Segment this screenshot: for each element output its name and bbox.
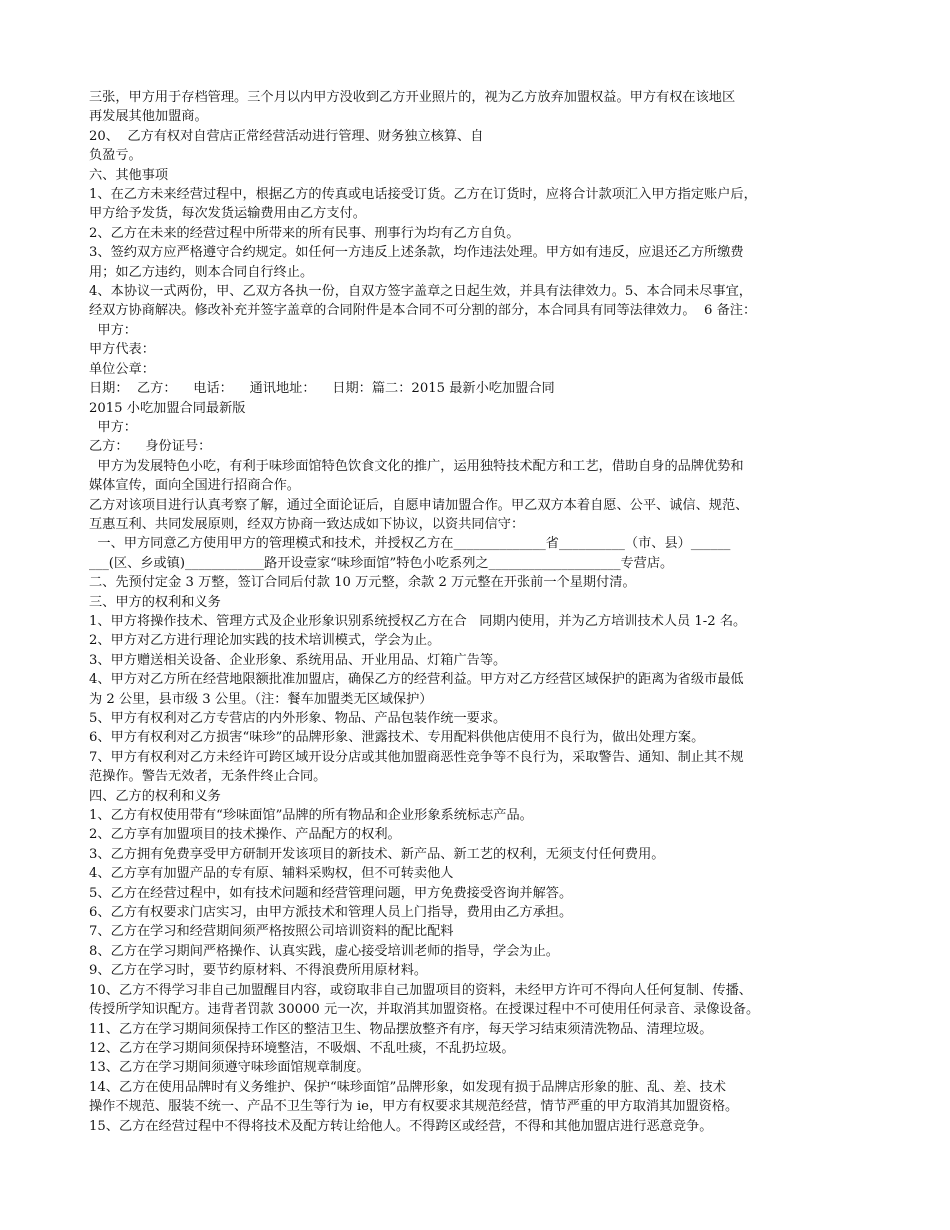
text-line: 10、乙方不得学习非自己加盟醒目内容，或窃取非自己加盟项目的资料，未经甲方许可不得向人任何复制、传播、 — [89, 982, 752, 998]
text-line: 9、乙方在学习时，要节约原材料、不得浪费所用原材料。 — [89, 963, 428, 979]
text-line: 六、其他事项 — [89, 167, 169, 183]
text-line: 一、甲方同意乙方使用甲方的管理模式和技术，并授权乙方在______________省__________（市、县）______ — [89, 536, 731, 552]
text-line: 14、乙方在使用品牌时有义务维护、保护“味珍面馆”品牌形象，如发现有损于品牌店形象的脏、乱、差、技术 — [89, 1079, 726, 1095]
text-line: 15、乙方在经营过程中不得将技术及配方转让给他人。不得跨区或经营，不得和其他加盟店进行恶意竞争。 — [89, 1118, 713, 1134]
text-line: 三、甲方的权利和义务 — [89, 594, 221, 610]
text-line: 1、在乙方未来经营过程中，根据乙方的传真或电话接受订货。乙方在订货时，应将合计款项汇入甲方指定账户后， — [89, 187, 757, 203]
text-line: 2015 小吃加盟合同最新版 — [89, 400, 246, 416]
text-line: 传授所学知识配方。违背者罚款 30000 元一次，并取消其加盟资格。在授课过程中不可使用任何录音、录像设备。 — [89, 1002, 760, 1018]
text-line: 再发展其他加盟商。 — [89, 109, 208, 125]
text-line: 二、先预付定金 3 万整，签订合同后付款 10 万元整，余款 2 万元整在开张前一个星期付清。 — [89, 575, 636, 591]
text-line: 乙方对该项目进行认真考察了解，通过全面论证后，自愿申请加盟合作。甲乙双方本着自愿、公平、诚信、规范、 — [89, 497, 749, 513]
text-line: 甲方： — [89, 419, 137, 435]
text-line: 4、甲方对乙方所在经营地限额批准加盟店，确保乙方的经营利益。甲方对乙方经营区域保护的距离为省级市最低 — [89, 672, 744, 688]
text-line: 2、乙方享有加盟项目的技术操作、产品配方的权利。 — [89, 827, 401, 843]
text-line: 3、乙方拥有免费享受甲方研制开发该项目的新技术、新产品、新工艺的权利，无须支付任何费用。 — [89, 846, 665, 862]
text-line: 5、乙方在经营过程中，如有技术问题和经营管理问题，甲方免费接受咨询并解答。 — [89, 885, 573, 901]
text-line: 甲方代表： — [89, 342, 155, 358]
text-line: 操作不规范、服装不统一、产品不卫生等行为 ie，甲方有权要求其规范经营，情节严重的甲方取消其加盟资格。 — [89, 1099, 739, 1115]
text-line: 4、本协议一式两份，甲、乙双方各执一份，自双方签字盖章之日起生效，并具有法律效力。5、本合同未尽事宜， — [89, 284, 752, 300]
text-line: 1、乙方有权使用带有“珍味面馆”品牌的所有物品和企业形象系统标志产品。 — [89, 808, 533, 824]
text-line: 日期： 乙方： 电话： 通讯地址： 日期：篇二：2015 最新小吃加盟合同 — [89, 381, 555, 397]
text-line: 用；如乙方违约，则本合同自行终止。 — [89, 264, 314, 280]
text-line: 负盈亏。 — [89, 148, 142, 164]
text-line: 7、甲方有权利对乙方未经许可跨区域开设分店或其他加盟商恶性竞争等不良行为，采取警告、通知、制止其不规 — [89, 749, 744, 765]
text-line: 4、乙方享有加盟产品的专有原、辅料采购权，但不可转卖他人 — [89, 866, 454, 882]
text-line: 媒体宣传，面向全国进行招商合作。 — [89, 478, 300, 494]
text-line: 6、乙方有权要求门店实习，由甲方派技术和管理人员上门指导，费用由乙方承担。 — [89, 905, 573, 921]
text-line: 甲方为发展特色小吃，有利于味珍面馆特色饮食文化的推广，运用独特技术配方和工艺，借助自身的品牌优势和 — [89, 458, 744, 474]
text-line: 6、甲方有权利对乙方损害“味珍”的品牌形象、泄露技术、专用配料供他店使用不良行为，做出处理方案。 — [89, 730, 705, 746]
text-line: 四、乙方的权利和义务 — [89, 788, 221, 804]
text-line: 7、乙方在学习和经营期间须严格按照公司培训资料的配比配料 — [89, 924, 454, 940]
text-line: 13、乙方在学习期间须遵守味珍面馆规章制度。 — [89, 1060, 370, 1076]
text-line: 3、甲方赠送相关设备、企业形象、系统用品、开业用品、灯箱广告等。 — [89, 652, 507, 668]
text-line: 为 2 公里，县市级 3 公里。（注：餐车加盟类无区域保护） — [89, 691, 433, 707]
text-line: 3、签约双方应严格遵守合约规定。如任何一方违反上述条款，均作违法处理。甲方如有违反，应退还乙方所缴费 — [89, 245, 744, 261]
text-line: 11、乙方在学习期间须保持工作区的整洁卫生、物品摆放整齐有序，每天学习结束须清洗物品、清理垃圾。 — [89, 1021, 713, 1037]
document-body — [89, 88, 864, 1136]
text-line: 2、乙方在未来的经营过程中所带来的所有民事、刑事行为均有乙方自负。 — [89, 225, 520, 241]
text-line: 互惠互利、共同发展原则，经双方协商一致达成如下协议，以资共同信守： — [89, 516, 525, 532]
text-line: 单位公章： — [89, 361, 155, 377]
text-line: 20、 乙方有权对自营店正常经营活动进行管理、财务独立核算、自 — [89, 128, 484, 144]
text-line: 8、乙方在学习期间严格操作、认真实践，虚心接受培训老师的指导，学会为止。 — [89, 943, 559, 959]
text-line: 甲方： — [89, 322, 137, 338]
text-line: 2、甲方对乙方进行理论加实践的技术培训模式，学会为止。 — [89, 633, 441, 649]
text-line: 范操作。警告无效者，无条件终止合同。 — [89, 769, 327, 785]
text-line: 甲方给予发货，每次发货运输费用由乙方支付。 — [89, 206, 366, 222]
text-line: 1、甲方将操作技术、管理方式及企业形象识别系统授权乙方在合 同期内使用，并为乙方培训技术人员 1-2 名。 — [89, 613, 747, 629]
text-line: ___(区、乡或镇)____________路开设壹家“味珍面馆”特色小吃系列之____________________专营店。 — [89, 555, 674, 571]
text-line: 12、乙方在学习期间须保持环境整洁，不吸烟、不乱吐痰，不乱扔垃圾。 — [89, 1040, 515, 1056]
text-line: 5、甲方有权利对乙方专营店的内外形象、物品、产品包装作统一要求。 — [89, 711, 507, 726]
text-line: 经双方协商解决。修改补充并签字盖章的合同附件是本合同不可分割的部分，本合同具有同等法律效力。 6 备注： — [89, 303, 757, 319]
text-line: 乙方： 身份证号： — [89, 439, 212, 455]
text-line: 三张，甲方用于存档管理。三个月以内甲方没收到乙方开业照片的，视为乙方放弃加盟权益。甲方有权在该地区 — [89, 90, 736, 105]
